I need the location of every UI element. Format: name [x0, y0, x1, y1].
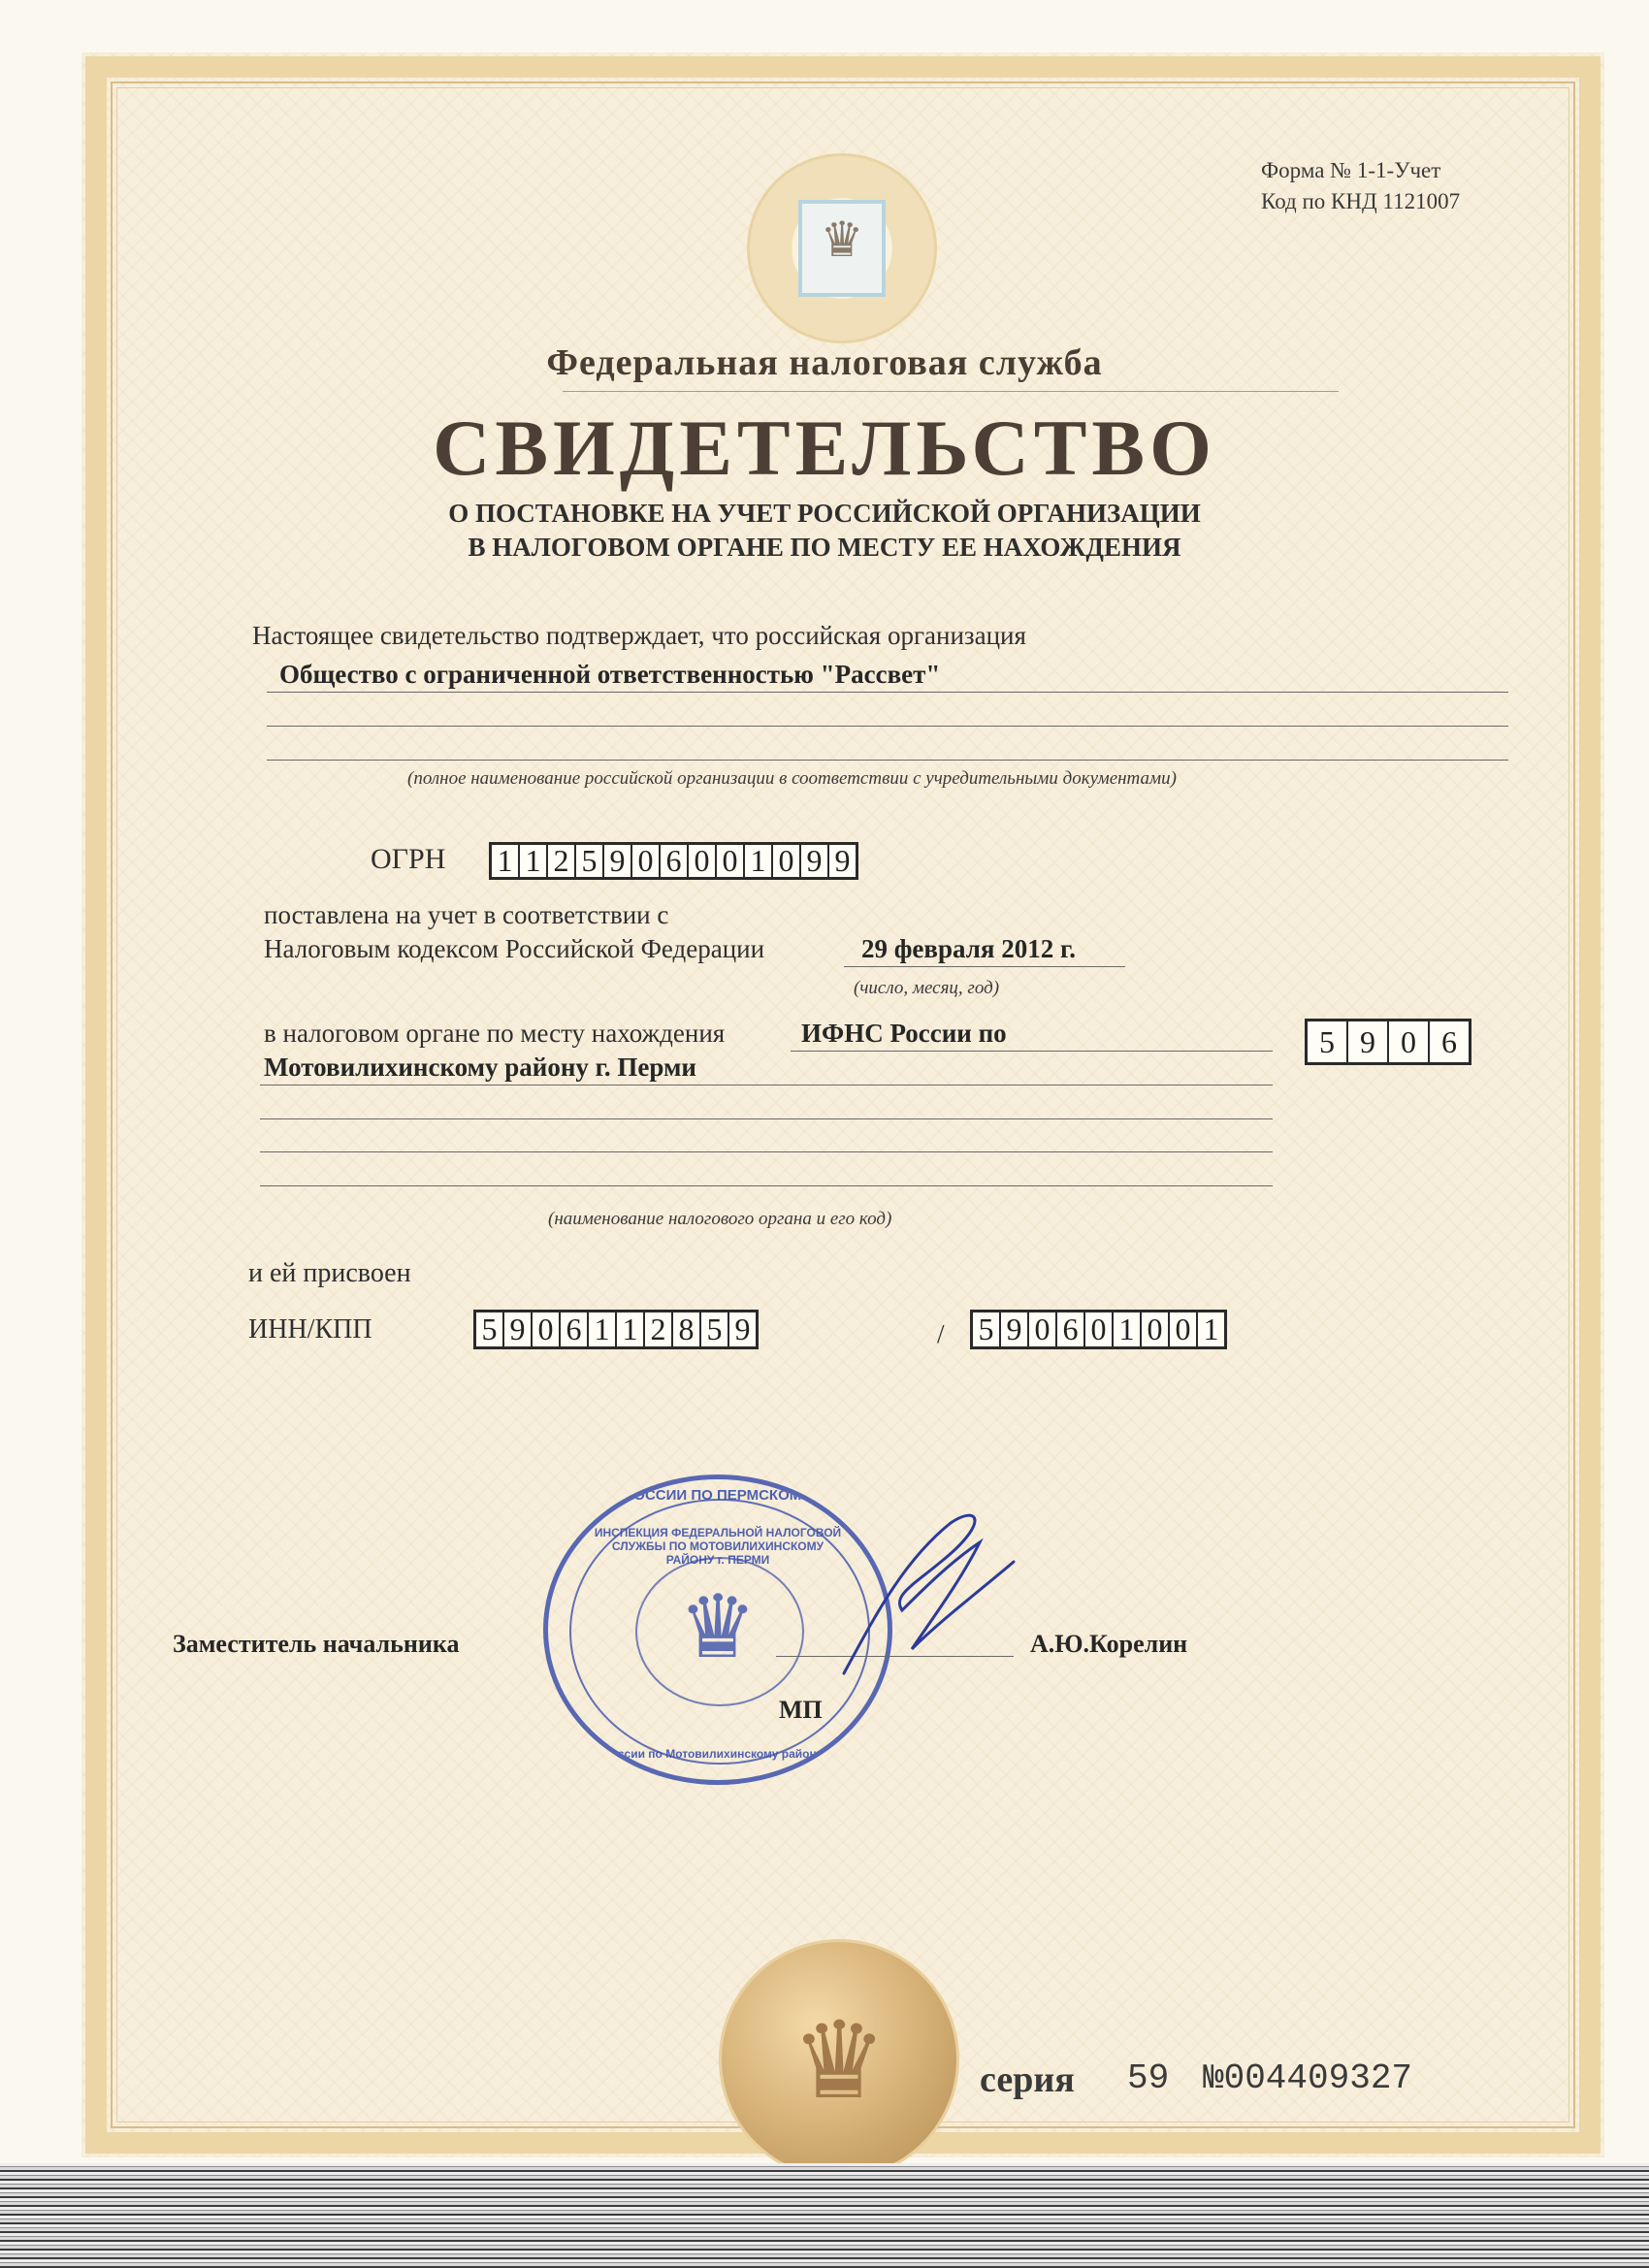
- inn-digit: 2: [645, 1312, 673, 1346]
- ogrn-digit: 0: [632, 845, 661, 877]
- certificate-number: №004409327: [1203, 2058, 1413, 2098]
- kpp-digit: 0: [1142, 1312, 1170, 1346]
- ogrn-digit: 2: [548, 845, 576, 877]
- inn-digit: 0: [533, 1312, 561, 1346]
- agency-divider: [563, 391, 1339, 392]
- registered-text-1: поставлена на учет в соответствии с: [264, 900, 669, 929]
- scan-edge-strip: [0, 2163, 1649, 2268]
- stamp-eagle-icon: ♛: [678, 1580, 758, 1676]
- kpp-boxes: [970, 1310, 1227, 1349]
- kpp-digit: 1: [1114, 1312, 1142, 1346]
- subtitle-line-1: О ПОСТАНОВКЕ НА УЧЕТ РОССИЙСКОЙ ОРГАНИЗАЦИИ: [448, 499, 1201, 528]
- series-value: 59: [1127, 2058, 1170, 2098]
- mp-label: МП: [779, 1696, 823, 1724]
- ogrn-label: ОГРН: [371, 843, 446, 875]
- date-caption: (число, месяц, год): [854, 978, 1000, 998]
- form-number-block: [1261, 155, 1460, 217]
- ogrn-boxes: [489, 842, 858, 880]
- handwritten-signature: [834, 1504, 1018, 1688]
- ogrn-digit: 5: [576, 845, 604, 877]
- tax-code-digit: 5: [1308, 1021, 1348, 1062]
- ogrn-digit: 0: [689, 845, 717, 877]
- assigned-text: и ей присвоен: [248, 1258, 411, 1288]
- inn-digit: 1: [589, 1312, 617, 1346]
- inn-boxes: [473, 1310, 759, 1349]
- inn-kpp-label: ИНН/КПП: [248, 1314, 372, 1345]
- kpp-digit: 9: [1001, 1312, 1029, 1346]
- hologram-emblem: [747, 153, 937, 343]
- gold-seal: [722, 1942, 956, 2177]
- knd-code: Код по КНД 1121007: [1261, 189, 1461, 213]
- agency-name: Федеральная налоговая служба: [546, 342, 1103, 383]
- ogrn-digit: 9: [801, 845, 829, 877]
- tax-office-line-4: [260, 1151, 1273, 1152]
- ogrn-digit: 1: [745, 845, 773, 877]
- org-line-2: [267, 726, 1508, 727]
- tax-code-digit: 9: [1348, 1021, 1389, 1062]
- kpp-digit: 6: [1057, 1312, 1085, 1346]
- kpp-digit: 0: [1170, 1312, 1198, 1346]
- ogrn-digit: 0: [717, 845, 745, 877]
- stamp-text-bottom: (ИФНС России по Мотовилихинскому району г.Перми): [561, 1747, 875, 1761]
- inn-digit: 1: [617, 1312, 645, 1346]
- intro-text: Настоящее свидетельство подтверждает, что российская организация: [252, 621, 1026, 650]
- tax-office-line-5: [260, 1185, 1273, 1186]
- tax-code-digit: 6: [1441, 1024, 1457, 1059]
- inn-digit: 9: [734, 1312, 751, 1346]
- registered-text-2: Налоговым кодексом Российской Федерации: [264, 934, 765, 963]
- ogrn-digit: 1: [520, 845, 548, 877]
- org-line-3: [267, 760, 1508, 761]
- inn-digit: 5: [476, 1312, 504, 1346]
- form-number: Форма № 1-1-Учет: [1261, 158, 1441, 182]
- ogrn-digit: 9: [604, 845, 632, 877]
- stamp-text-middle: ИНСПЕКЦИЯ ФЕДЕРАЛЬНОЙ НАЛОГОВОЙ СЛУЖБЫ ПО МОТОВИЛИХИНСКОМУ РАЙОНУ г. ПЕРМИ: [594, 1526, 842, 1567]
- signatory-name: А.Ю.Корелин: [1030, 1630, 1188, 1658]
- inn-digit: 6: [561, 1312, 589, 1346]
- hologram-frame: [798, 200, 886, 297]
- document-title: СВИДЕТЕЛЬСТВО: [433, 404, 1216, 492]
- seal-eagle-icon: ♛: [791, 2002, 888, 2121]
- inner-border-thin: [116, 87, 1569, 2122]
- ogrn-digit: 6: [661, 845, 689, 877]
- org-caption: (полное наименование российской организации в соответствии с учредительными документами): [407, 768, 1177, 789]
- series-label: серия: [980, 2059, 1075, 2100]
- tax-office-name-2: Мотовилихинскому району г. Перми: [264, 1053, 696, 1082]
- document-subtitle: [0, 497, 1649, 565]
- tax-code-digit: 0: [1389, 1021, 1430, 1062]
- kpp-digit: 0: [1085, 1312, 1114, 1346]
- kpp-digit: 5: [973, 1312, 1001, 1346]
- date-line: [844, 966, 1125, 967]
- registration-date: 29 февраля 2012 г.: [861, 934, 1076, 963]
- tax-office-name-1: ИФНС России по: [801, 1019, 1007, 1048]
- kpp-digit: 0: [1029, 1312, 1057, 1346]
- inn-kpp-separator: /: [937, 1319, 945, 1348]
- ogrn-digit: 0: [773, 845, 801, 877]
- inn-digit: 5: [701, 1312, 729, 1346]
- double-headed-eagle-icon: ♛: [820, 212, 864, 267]
- kpp-digit: 1: [1203, 1312, 1219, 1346]
- ogrn-digit: 1: [492, 845, 520, 877]
- tax-office-line-3: [260, 1118, 1273, 1119]
- ogrn-digit: 9: [834, 843, 851, 878]
- org-line-1: [267, 692, 1508, 693]
- subtitle-line-2: В НАЛОГОВОМ ОРГАНЕ ПО МЕСТУ ЕЕ НАХОЖДЕНИЯ: [468, 533, 1181, 562]
- organization-name: Общество с ограниченной ответственностью "Рассвет": [279, 660, 941, 689]
- tax-office-caption: (наименование налогового органа и его код): [548, 1209, 892, 1229]
- signatory-position: Заместитель начальника: [173, 1630, 460, 1658]
- inn-digit: 8: [673, 1312, 701, 1346]
- tax-office-line-1: [791, 1051, 1273, 1052]
- stamp-text-top: УФНС РОССИИ ПО ПЕРМСКОМУ КРАЮ: [578, 1487, 857, 1504]
- inn-digit: 9: [504, 1312, 533, 1346]
- tax-office-code-boxes: [1305, 1019, 1471, 1065]
- tax-office-label: в налоговом органе по месту нахождения: [264, 1019, 726, 1048]
